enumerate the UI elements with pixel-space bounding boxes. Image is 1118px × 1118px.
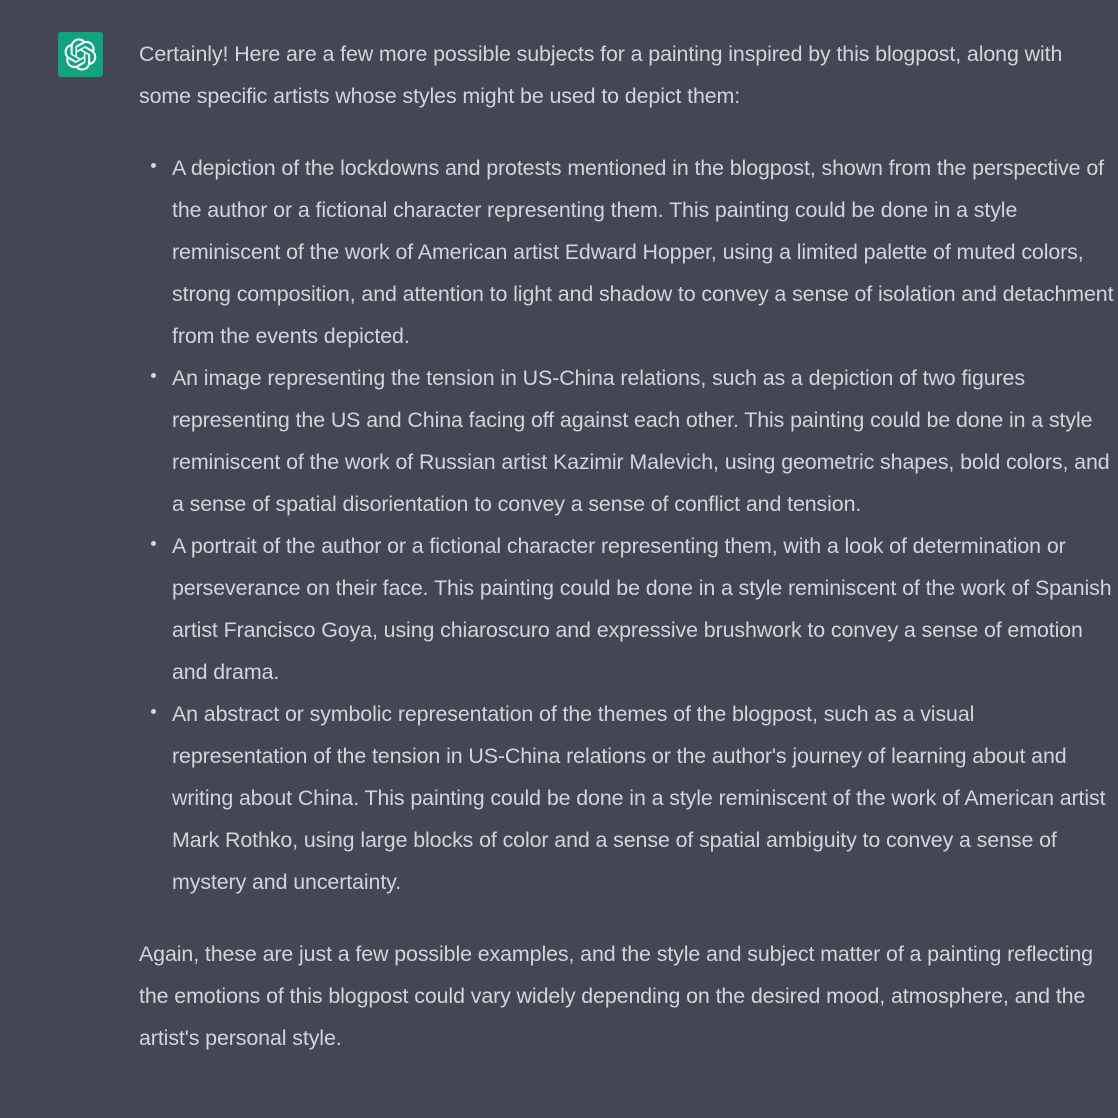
suggestion-list — [139, 147, 1114, 903]
list-item: An image representing the tension in US-China relations, such as a depiction of two figures representing the US and China facing off against each other. This painting could be done in a style reminiscent of the work of Russian artist Kazimir Malevich, using geometric shapes, bold colors, and a sense of spatial disorientation to convey a sense of conflict and tension. — [172, 357, 1114, 525]
assistant-avatar — [58, 32, 103, 77]
message-content — [139, 33, 1114, 1059]
list-item: An abstract or symbolic representation of the themes of the blogpost, such as a visual representation of the tension in US-China relations or the author's journey of learning about and writing about China. This painting could be done in a style reminiscent of the work of American artist Mark Rothko, using large blocks of color and a sense of spatial ambiguity to convey a sense of mystery and uncertainty. — [172, 693, 1114, 903]
list-item: A depiction of the lockdowns and protests mentioned in the blogpost, shown from the perspective of the author or a fictional character representing them. This painting could be done in a style reminiscent of the work of American artist Edward Hopper, using a limited palette of muted colors, strong composition, and attention to light and shadow to convey a sense of isolation and detachment from the events depicted. — [172, 147, 1114, 357]
message-outro: Again, these are just a few possible examples, and the style and subject matter of a painting reflecting the emotions of this blogpost could vary widely depending on the desired mood, atmosphere, and the artist's personal style. — [139, 942, 1093, 1050]
message-intro: Certainly! Here are a few more possible subjects for a painting inspired by this blogpost, along with some specific artists whose styles might be used to depict them: — [139, 42, 1063, 108]
list-item: A portrait of the author or a fictional character representing them, with a look of determination or perseverance on their face. This painting could be done in a style reminiscent of the work of Spanish artist Francisco Goya, using chiaroscuro and expressive brushwork to convey a sense of emotion and drama. — [172, 525, 1114, 693]
openai-logo-icon — [64, 38, 97, 71]
